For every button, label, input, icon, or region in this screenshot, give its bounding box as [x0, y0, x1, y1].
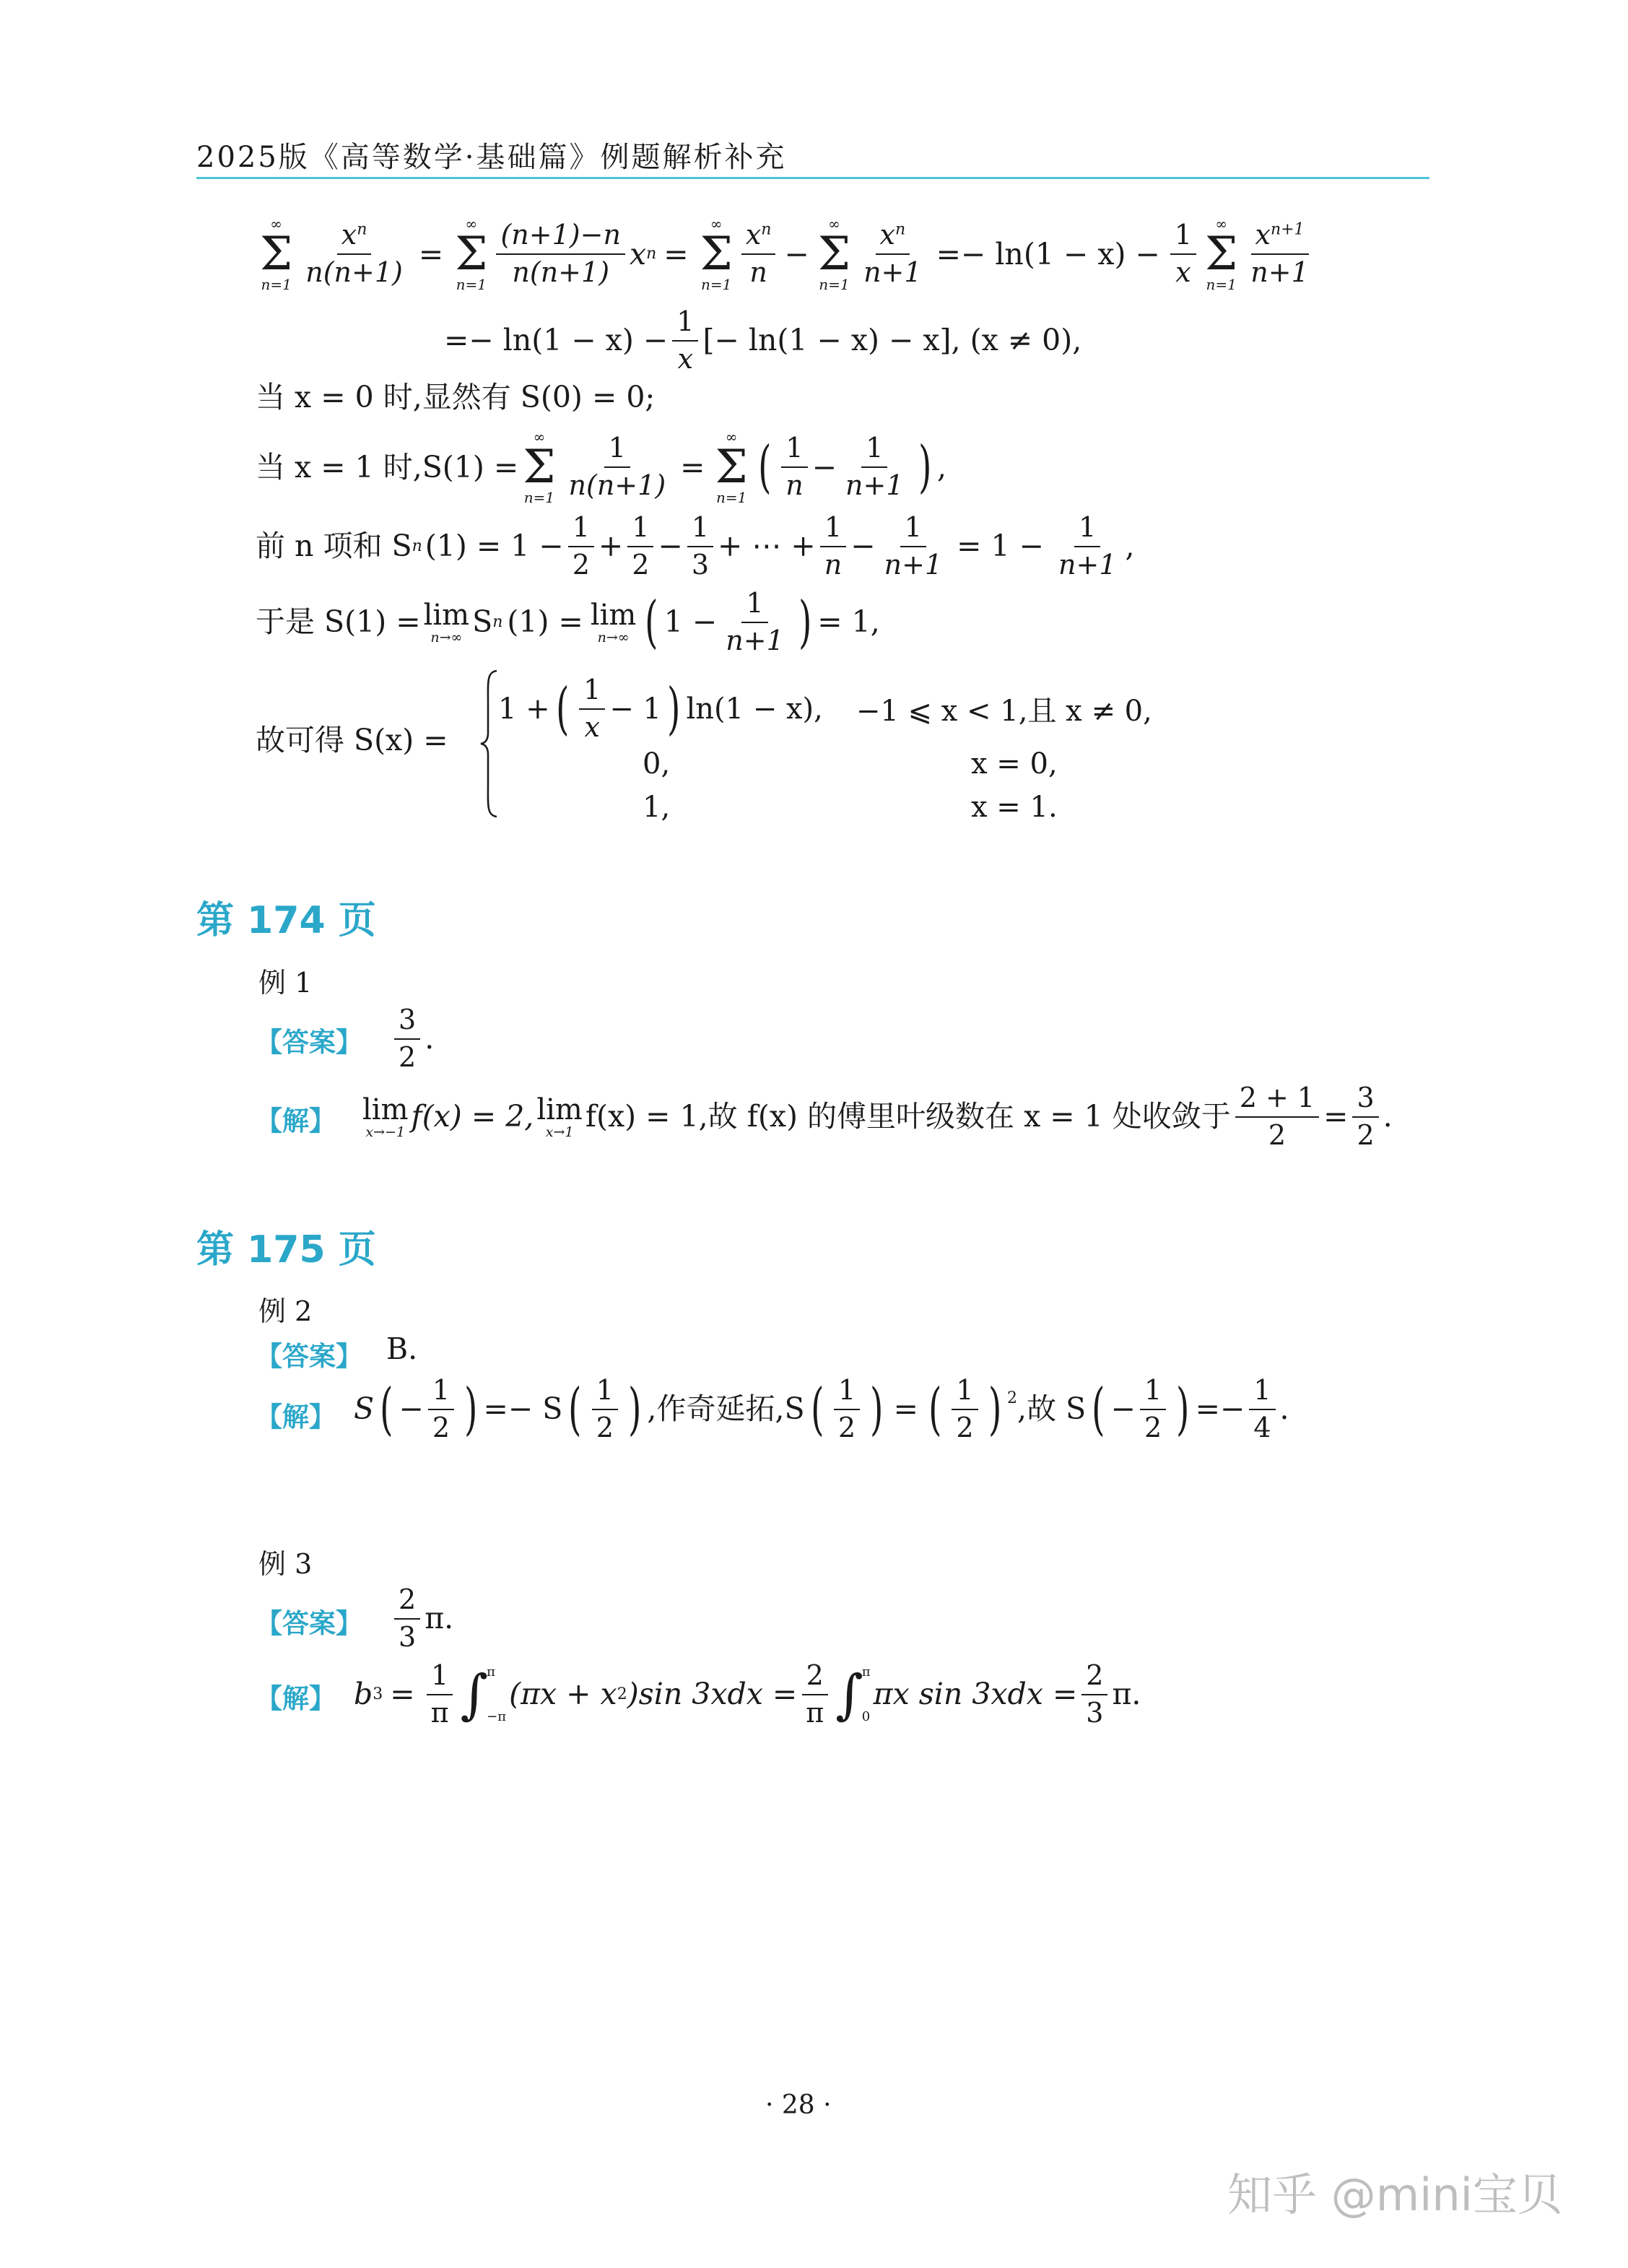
fraction: $\frac{1}{2}$ — [952, 1376, 978, 1443]
limit: lim x→1 — [536, 1093, 583, 1141]
sum-symbol: ∞ Σ n=1 — [700, 215, 733, 293]
derivation-line-1: ∞ Σ n=1 $\frac{x^n}{n(n+1)}$ = ∞ Σ n=1 $\frac{(n+1)-n}{n(n+1)}$ x n = ∞ Σ n=1 $\frac{x^n}{n}$ − ∞ Σ n=1 $\frac{x^n}{n+1}$ =− ln(1 − x) − $\frac{1}{x}$ ∞ Σ n=1 $\frac{x^{n+1}}{n+1}$ — [256, 217, 1318, 292]
fraction: $\frac{(n+1)-n}{n(n+1)}$ — [496, 220, 624, 288]
limit: lim x→−1 — [362, 1093, 409, 1141]
fraction: $\frac{1}{n+1}$ — [726, 587, 784, 656]
fraction: $\frac{1}{n}$ — [820, 513, 846, 581]
derivation-line-4: 当 x = 1 时,S(1) = ∞ Σ n=1 $\frac{1}{n(n+1)}$ = ∞ Σ n=1 ( $\frac{1}{n}$ − $\frac{1}{n+1}$ ) , — [256, 428, 947, 506]
fraction: $\frac{x^n}{n}$ — [741, 220, 776, 288]
fraction: $\frac{1}{\pi}$ — [427, 1661, 453, 1729]
example-2-answer: B. — [386, 1331, 418, 1366]
header-title: 2025版《高等数学·基础篇》例题解析补充 — [196, 141, 787, 174]
left-brace — [478, 668, 500, 820]
fraction: $\frac{x^{n+1}}{n+1}$ — [1250, 219, 1309, 288]
sum-symbol: ∞ Σ n=1 — [523, 428, 556, 506]
fraction: $\frac{3}{2}$ — [1352, 1083, 1378, 1151]
fraction: $\frac{1}{2}$ — [428, 1376, 454, 1443]
example-2-label: 例 2 — [258, 1295, 313, 1327]
example-1-answer-tag: 【答案】 — [256, 1027, 362, 1058]
page-number: · 28 · — [765, 2090, 832, 2120]
watermark: 知乎 @mini宝贝 — [1227, 2168, 1562, 2221]
fraction: $\frac{1}{x}$ — [1170, 220, 1196, 288]
piecewise-row-3: 1, — [643, 791, 671, 824]
fraction: $\frac{1}{3}$ — [687, 513, 713, 581]
fraction: $\frac{2}{3}$ — [1081, 1661, 1107, 1729]
derivation-line-5: 前 n 项和 S n (1) = 1 − $\frac{1}{2}$ + $\frac{1}{2}$ − $\frac{1}{3}$ + ⋯ + $\frac{1}{n}$ − $\frac{1}{n+1}$ = 1 − $\frac{1}{n+1}$ , — [256, 511, 1135, 581]
fraction: $\frac{1}{2}$ — [1140, 1376, 1166, 1443]
fraction: $\frac{3}{2}$ — [394, 1005, 420, 1073]
piecewise-row-1: 1 + ( $\frac{1}{x}$ − 1 ) ln(1 − x), −1 ⩽ x < 1,且 x ≠ 0, — [498, 674, 1152, 743]
sum-symbol: ∞ Σ n=1 — [455, 215, 488, 293]
integral-sign: ∫ π 0 — [835, 1663, 871, 1726]
example-1-solution: lim x→−1 f(x) = 2, lim x→1 f(x) = 1,故 f(x) 的傅里叶级数在 x = 1 处收敛于 $\frac{2 + 1}{2}$ = $\frac{3}{2}$ . — [362, 1082, 1393, 1151]
fraction: $\frac{1}{x}$ — [672, 307, 698, 375]
fraction: $\frac{2}{\pi}$ — [801, 1661, 828, 1729]
integral-sign: ∫ π −π — [460, 1663, 507, 1726]
example-3-answer-tag: 【答案】 — [256, 1608, 362, 1639]
example-1-solution-tag: 【解】 — [256, 1105, 336, 1137]
fraction: $\frac{1}{n+1}$ — [1058, 511, 1117, 581]
sum-symbol: ∞ Σ n=1 — [260, 215, 293, 293]
example-1-answer: $\frac{3}{2}$ . — [390, 1005, 434, 1073]
fraction: $\frac{2}{3}$ — [394, 1585, 420, 1653]
example-3-label: 例 3 — [258, 1548, 313, 1580]
fraction: $\frac{1}{n+1}$ — [884, 511, 943, 581]
fraction: $\frac{2 + 1}{2}$ — [1235, 1083, 1319, 1151]
example-2-solution-tag: 【解】 — [256, 1402, 336, 1433]
section-title-174: 第 174 页 — [196, 899, 376, 942]
derivation-line-3: 当 x = 0 时,显然有 S(0) = 0; — [256, 380, 656, 414]
example-2-answer-tag: 【答案】 — [256, 1341, 362, 1372]
fraction: $\frac{1}{2}$ — [592, 1376, 618, 1443]
fraction: $\frac{x^n}{n(n+1)}$ — [305, 219, 403, 288]
sum-symbol: ∞ Σ n=1 — [1205, 215, 1238, 293]
example-2-solution: S ( − $\frac{1}{2}$ ) =− S ( $\frac{1}{2}$ ) ,作奇延拓,S ( $\frac{1}{2}$ ) = ( $\frac{1}{2}$ ) 2 ,故 S ( − $\frac{1}{2}$ ) =− $\frac{1}{4}$ . — [354, 1374, 1289, 1443]
fraction: $\frac{1}{2}$ — [568, 513, 594, 581]
sum-symbol: ∞ Σ n=1 — [715, 428, 748, 506]
fraction: $\frac{1}{2}$ — [834, 1376, 860, 1443]
fraction: $\frac{1}{2}$ — [627, 513, 653, 581]
example-3-solution: b 3 = $\frac{1}{\pi}$ ∫ π −π (πx + x 2 )sin 3xdx = $\frac{2}{\pi}$ ∫ π 0 πx sin 3xdx = $\frac{2}{3}$ π. — [354, 1659, 1141, 1729]
piecewise-row-2: 0, — [643, 747, 671, 781]
derivation-line-2: =− ln(1 − x) − $\frac{1}{x}$ [− ln(1 − x) − x], (x ≠ 0), — [444, 305, 1082, 375]
piecewise-lead: 故可得 S(x) = — [256, 723, 448, 757]
piecewise-row-2-cond: x = 0, — [971, 747, 1058, 781]
section-title-175: 第 175 页 — [196, 1228, 376, 1272]
limit: lim n→∞ — [590, 599, 637, 646]
example-1-label: 例 1 — [258, 967, 313, 999]
fraction: $\frac{1}{n+1}$ — [845, 432, 904, 501]
header-rule — [196, 177, 1429, 179]
fraction: $\frac{1}{x}$ — [579, 675, 605, 743]
example-3-solution-tag: 【解】 — [256, 1683, 336, 1714]
fraction: $\frac{x^n}{n+1}$ — [863, 219, 922, 288]
sum-symbol: ∞ Σ n=1 — [817, 215, 851, 293]
fraction: $\frac{1}{n}$ — [781, 433, 807, 501]
example-3-answer: $\frac{2}{3}$ π. — [390, 1585, 453, 1653]
derivation-line-6: 于是 S(1) = lim n→∞ S n (1) = lim n→∞ ( 1 − $\frac{1}{n+1}$ ) = 1, — [256, 587, 880, 656]
fraction: $\frac{1}{4}$ — [1249, 1376, 1275, 1443]
fraction: $\frac{1}{n(n+1)}$ — [568, 432, 666, 501]
limit: lim n→∞ — [423, 599, 470, 646]
piecewise-row-3-cond: x = 1. — [971, 791, 1058, 824]
